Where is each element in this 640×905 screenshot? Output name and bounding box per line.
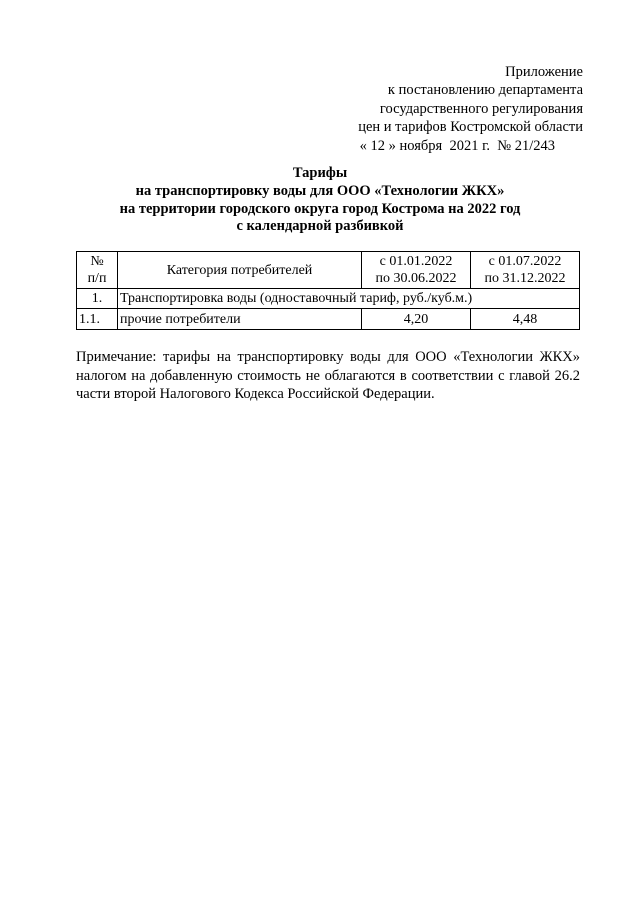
title-line: с календарной разбивкой bbox=[236, 218, 404, 235]
row-period1-value: 4,20 bbox=[362, 309, 471, 330]
appendix-date-number: « 12 » ноября 2021 г. № 21/243 bbox=[359, 137, 555, 154]
row-period2-value: 4,48 bbox=[471, 309, 580, 330]
header-number-cell: № п/п bbox=[77, 252, 118, 289]
title-line: Тарифы bbox=[292, 165, 348, 181]
tariff-table bbox=[76, 251, 580, 330]
section-label-cell: Транспортировка воды (одноставочный тариф, руб./куб.м.) bbox=[118, 289, 580, 309]
table-row bbox=[77, 309, 580, 330]
title-line: на транспортировку воды для ООО «Технологии ЖКХ» bbox=[135, 182, 505, 199]
table-header-row bbox=[77, 252, 580, 289]
row-number-cell: 1.1. bbox=[77, 309, 118, 330]
row-category-cell: прочие потребители bbox=[118, 309, 362, 330]
appendix-line: к постановлению департамента bbox=[387, 82, 583, 99]
appendix-header bbox=[358, 63, 583, 155]
appendix-line: государственного регулирования bbox=[379, 100, 583, 117]
header-period2-cell: с 01.07.2022 по 31.12.2022 bbox=[471, 252, 580, 289]
header-period1-cell: с 01.01.2022 по 30.06.2022 bbox=[362, 252, 471, 289]
section-number-cell: 1. bbox=[77, 289, 118, 309]
table-section-row bbox=[77, 289, 580, 309]
appendix-title: Приложение bbox=[505, 64, 583, 80]
header-category-cell: Категория потребителей bbox=[118, 252, 362, 289]
appendix-line: цен и тарифов Костромской области bbox=[358, 119, 583, 136]
document-title bbox=[0, 165, 640, 236]
note-paragraph: Примечание: тарифы на транспортировку воды для ООО «Технологии ЖКХ» налогом на добавленную стоимость не облагаются в соответствии с главой 26.2 части второй Налогового Кодекса Российской Федерации. bbox=[76, 349, 580, 402]
title-line: на территории городского округа город Кострома на 2022 год bbox=[119, 200, 521, 217]
